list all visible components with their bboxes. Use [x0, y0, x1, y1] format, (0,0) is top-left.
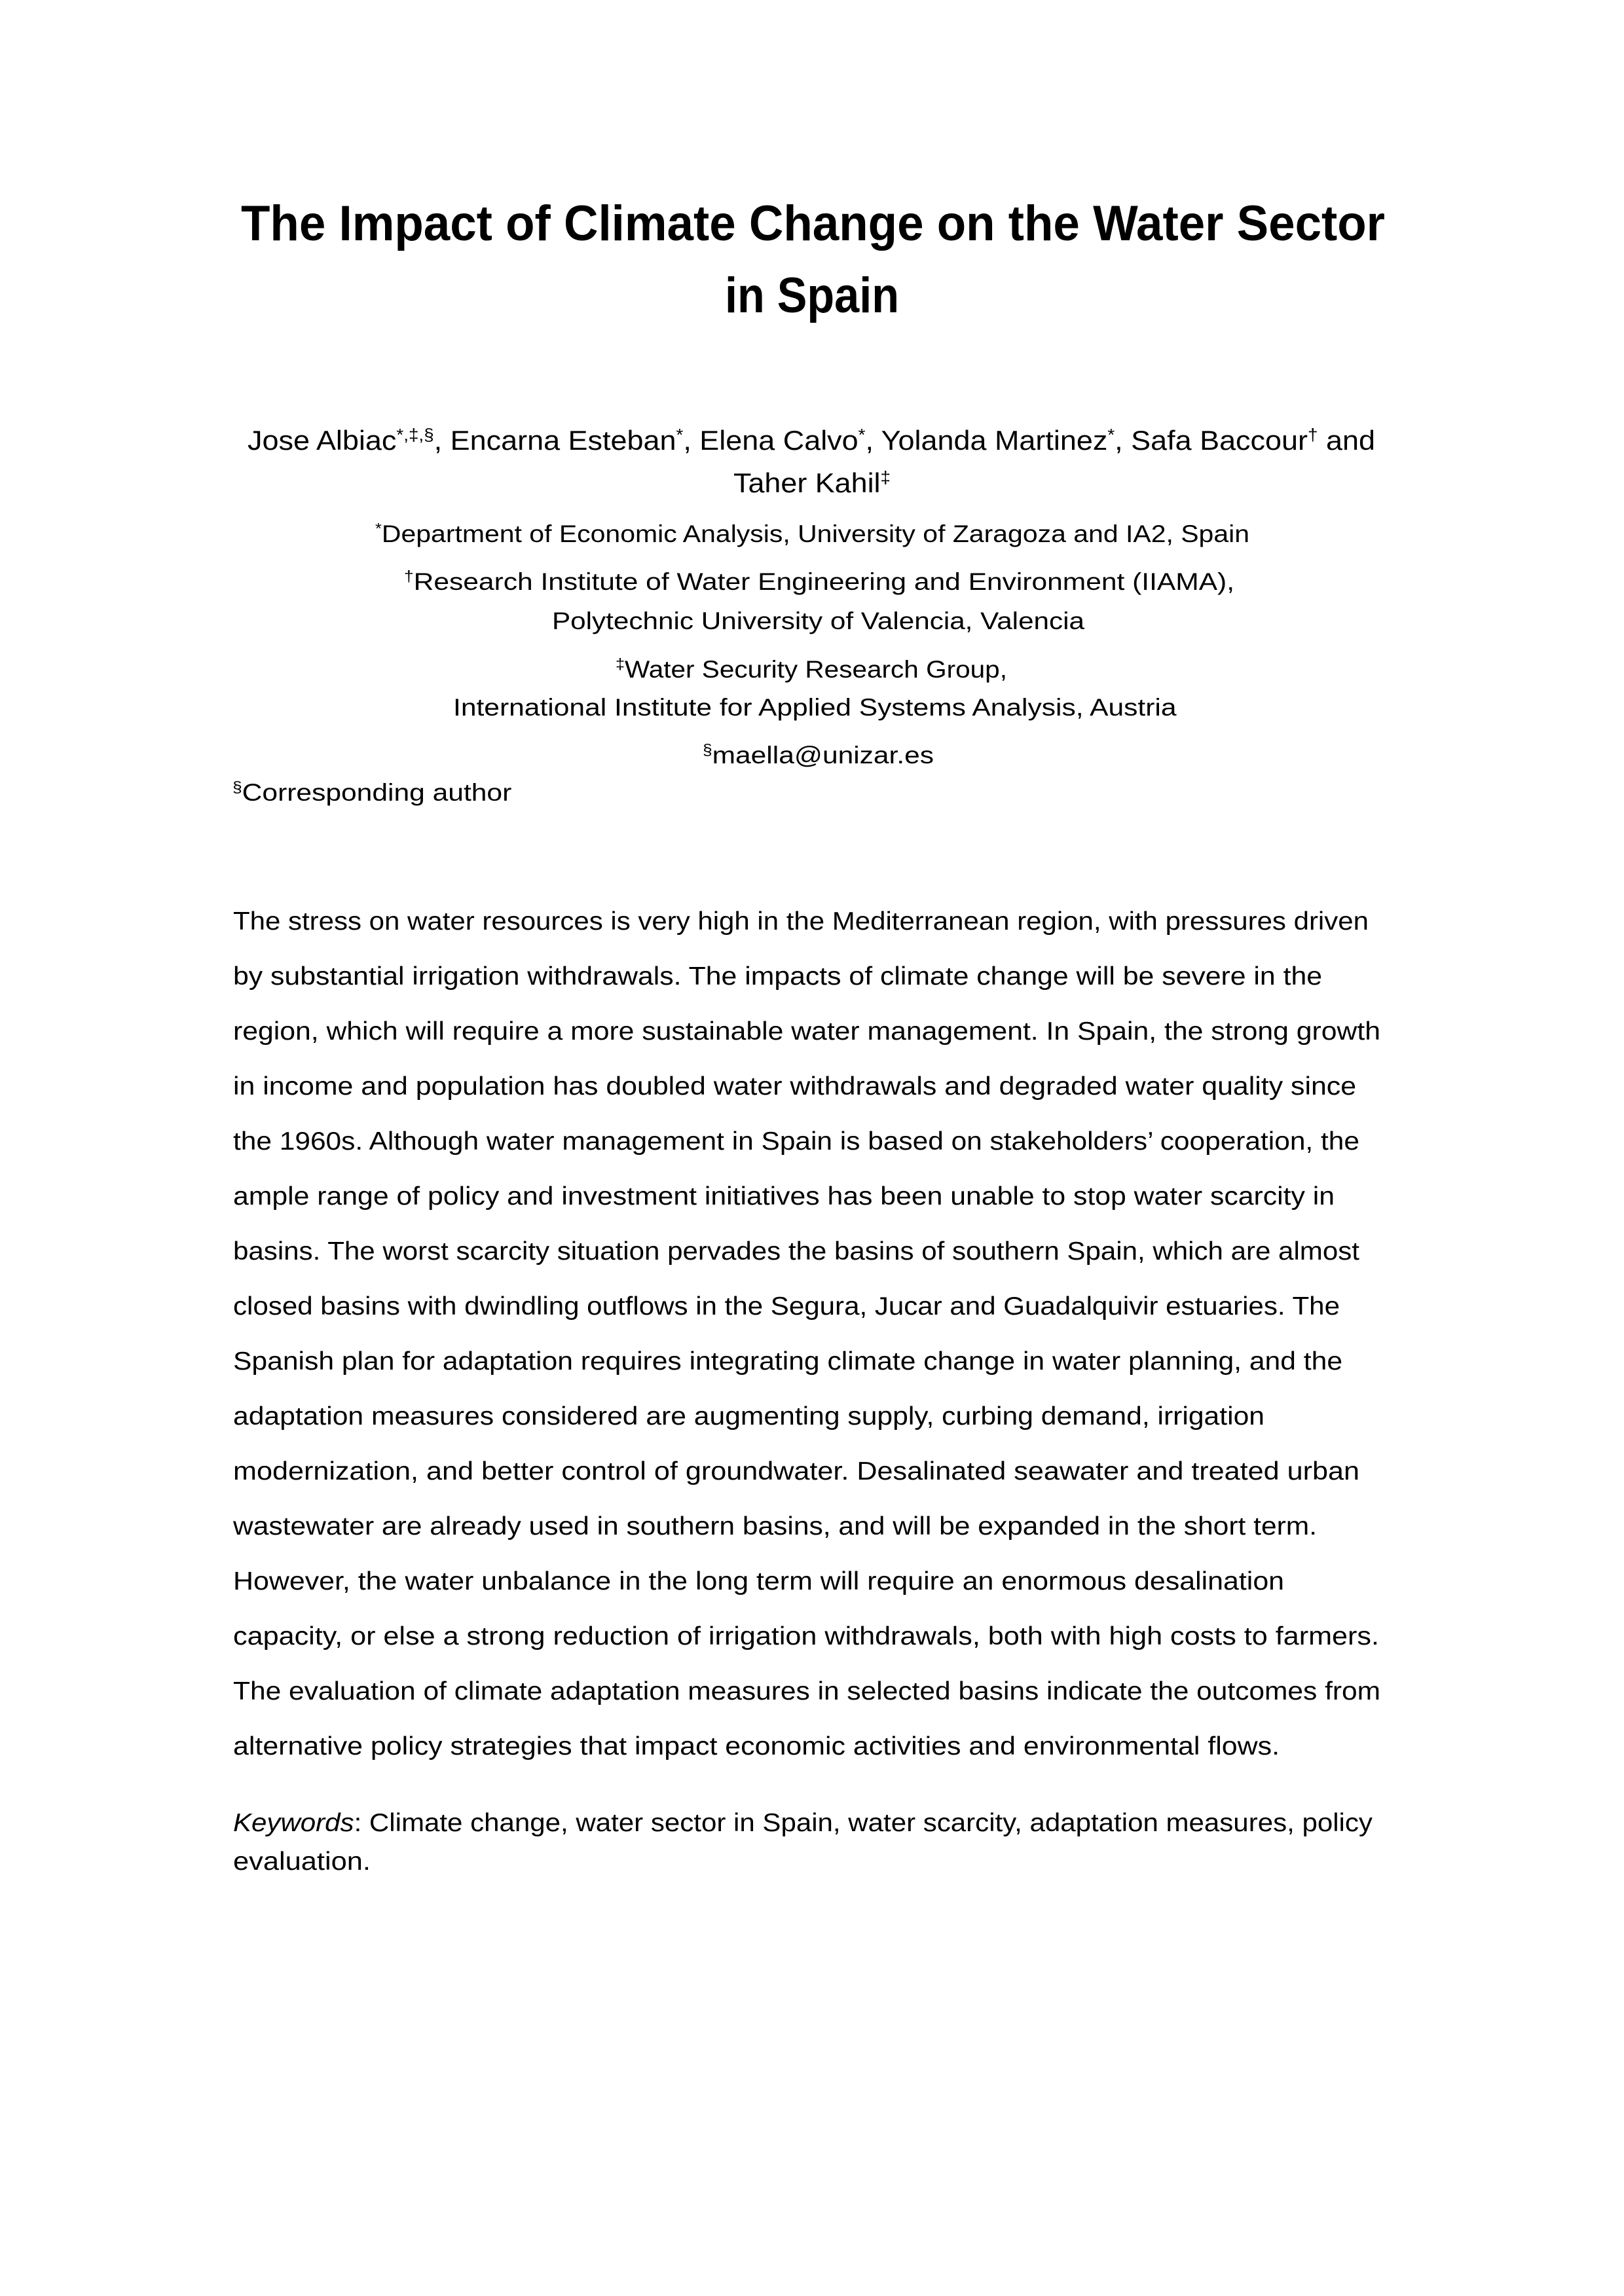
- abstract-line: basins. The worst scarcity situation pervades the basins of southern Spain, which are almost: [233, 1237, 1359, 1266]
- affiliation-text: Research Institute of Water Engineering and Environment (IIAMA),: [413, 568, 1235, 595]
- email-link[interactable]: maella@unizar.es: [712, 741, 934, 769]
- abstract-line: in income and population has doubled water withdrawals and degraded water quality since: [233, 1072, 1357, 1101]
- abstract-line: closed basins with dwindling outflows in the Segura, Jucar and Guadalquivir estuaries. The: [233, 1292, 1340, 1321]
- author-affiliation-marks: *,‡,§: [396, 424, 434, 445]
- author-affiliation-marks: *: [858, 424, 866, 445]
- keywords-line-1: [233, 1810, 1373, 1836]
- abstract-line: ample range of policy and investment initiatives has been unable to stop water scarcity in: [233, 1182, 1335, 1211]
- affiliation-text: Department of Economic Analysis, University of Zaragoza and IA2, Spain: [381, 520, 1250, 547]
- affiliation-mark: ‡: [616, 655, 625, 672]
- affiliation-iiama-line-1: [404, 567, 1235, 595]
- affiliation-mark: §: [703, 740, 712, 758]
- author-affiliation-marks: ‡: [880, 467, 891, 487]
- keywords-line-2: evaluation.: [233, 1847, 371, 1876]
- abstract-line: adaptation measures considered are augmenting supply, curbing demand, irrigation: [233, 1402, 1264, 1430]
- paper-title-line-2: in Spain: [725, 268, 899, 324]
- abstract-line: Spanish plan for adaptation requires integrating climate change in water planning, and the: [233, 1347, 1343, 1376]
- author-separator: ,: [865, 424, 881, 456]
- abstract-line: by substantial irrigation withdrawals. The impacts of climate change will be severe in the: [233, 962, 1323, 991]
- author-name: Taher Kahil: [733, 467, 881, 498]
- abstract-line: the 1960s. Although water management in Spain is based on stakeholders’ cooperation, the: [233, 1127, 1359, 1156]
- contact-email[interactable]: [703, 740, 934, 769]
- keywords-text: : Climate change, water sector in Spain, water scarcity, adaptation measures, policy: [354, 1808, 1373, 1837]
- abstract-line: wastewater are already used in southern basins, and will be expanded in the short term.: [233, 1512, 1318, 1540]
- author-affiliation-marks: *: [676, 424, 684, 445]
- affiliation-zaragoza: [375, 519, 1250, 547]
- corresponding-author-text: Corresponding author: [242, 778, 512, 806]
- affiliation-iiasa-line-2: International Institute for Applied Systems Analysis, Austria: [453, 693, 1177, 721]
- author-affiliation-marks: *: [1107, 424, 1115, 445]
- author-name: Elena Calvo: [699, 424, 858, 456]
- keywords-label: Keywords: [233, 1808, 354, 1837]
- affiliation-iiasa-line-1: [616, 657, 1007, 682]
- abstract-line: The evaluation of climate adaptation measures in selected basins indicate the outcomes from: [233, 1677, 1381, 1705]
- author-list-line-1: [248, 424, 1375, 456]
- abstract-line: The stress on water resources is very high in the Mediterranean region, with pressures driven: [233, 907, 1369, 936]
- affiliation-text: Water Security Research Group,: [624, 655, 1007, 683]
- affiliation-mark: §: [232, 778, 242, 795]
- affiliation-mark: †: [404, 567, 414, 585]
- affiliation-iiama-line-2: Polytechnic University of Valencia, Valencia: [552, 607, 1085, 634]
- corresponding-author-note: [232, 780, 511, 805]
- paper-title-line-1: The Impact of Climate Change on the Water Sector: [241, 196, 1385, 252]
- author-separator: ,: [1115, 424, 1132, 456]
- author-list-line-2: [733, 469, 891, 497]
- abstract-line: alternative policy strategies that impact economic activities and environmental flows.: [233, 1732, 1280, 1760]
- author-separator: ,: [434, 424, 451, 456]
- affiliation-mark: *: [375, 519, 382, 537]
- abstract-line: capacity, or else a strong reduction of irrigation withdrawals, both with high costs to farmers.: [233, 1622, 1379, 1650]
- author-separator: ,: [683, 424, 700, 456]
- author-name: Yolanda Martinez: [881, 424, 1108, 456]
- abstract-line: region, which will require a more sustainable water management. In Spain, the strong growth: [233, 1017, 1380, 1046]
- author-affiliation-marks: †: [1307, 424, 1318, 445]
- abstract-line: However, the water unbalance in the long term will require an enormous desalination: [233, 1567, 1285, 1595]
- author-name: Safa Baccour: [1131, 424, 1308, 456]
- abstract-line: modernization, and better control of groundwater. Desalinated seawater and treated urban: [233, 1457, 1360, 1485]
- author-separator: and: [1318, 424, 1375, 456]
- author-name: Jose Albiac: [248, 424, 397, 456]
- author-name: Encarna Esteban: [450, 424, 676, 456]
